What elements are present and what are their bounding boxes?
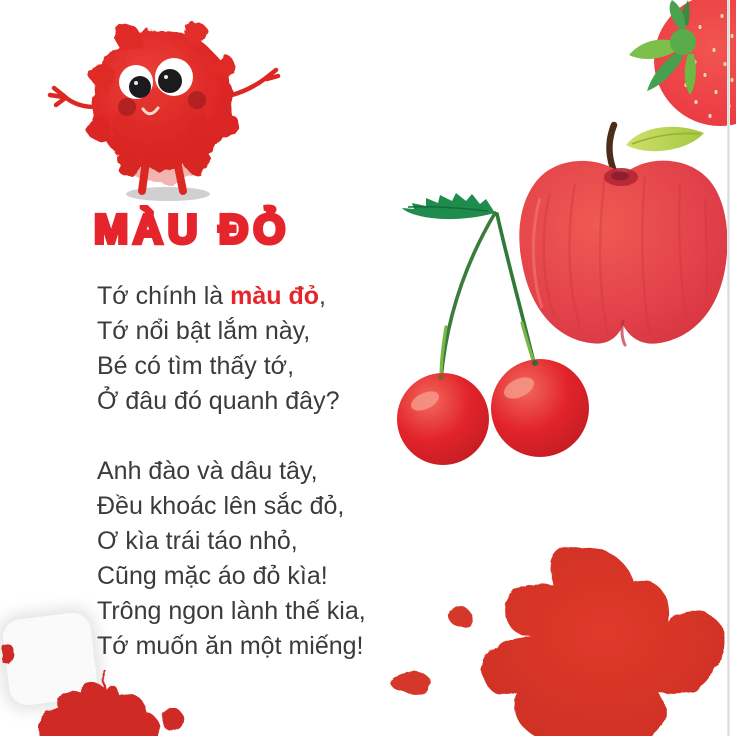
poem-line: Tớ muốn ăn một miếng! <box>97 632 364 660</box>
strawberry-calyx <box>629 0 696 95</box>
poem-line: Anh đào và dâu tây, <box>97 457 318 485</box>
poem-line: Ơ kìa trái táo nhỏ, <box>97 527 298 555</box>
poem-line: Bé có tìm thấy tớ, <box>97 352 295 380</box>
poem-line: Cũng mặc áo đỏ kìa! <box>97 562 328 590</box>
right-eye-pupil <box>158 69 182 93</box>
poem-line1-highlight: màu đỏ <box>230 282 320 310</box>
paint-splat-large-illustration <box>378 542 736 736</box>
poem-line: Tớ nổi bật lắm này, <box>97 317 311 345</box>
splat-droplet-small <box>447 606 472 627</box>
poem-line1-suffix: , <box>319 282 326 310</box>
apple <box>519 125 727 345</box>
splat-right-droplet <box>162 708 183 731</box>
splat-main-blob <box>481 545 726 736</box>
poem-line: Trông ngon lành thế kia, <box>97 597 366 625</box>
poem-line: Ở đâu đó quanh đây? <box>97 387 340 415</box>
page-edge-line <box>727 0 730 736</box>
cherries-and-apple-illustration <box>390 113 736 473</box>
poem-line: Đều khoác lên sắc đỏ, <box>97 492 345 520</box>
cherry-stem-left <box>441 213 495 379</box>
splat-droplet-medium <box>389 672 432 695</box>
splat-partial-blob <box>38 683 160 736</box>
right-cheek <box>188 91 206 109</box>
poem-line <box>97 279 417 314</box>
page-title: MÀU ĐỎ <box>94 206 291 252</box>
splat-left-droplet <box>1 642 13 662</box>
poem-line1-prefix: Tớ chính là <box>97 282 231 310</box>
stanza-gap <box>97 419 417 454</box>
left-eye-pupil <box>129 76 151 98</box>
mascot-body <box>86 22 240 184</box>
left-cheek <box>118 98 136 116</box>
poem-text <box>97 279 417 664</box>
mascot-red-ball-character-illustration <box>18 6 290 216</box>
cherry-right <box>491 359 589 457</box>
apple-body <box>519 161 727 344</box>
apple-leaf <box>626 127 704 151</box>
